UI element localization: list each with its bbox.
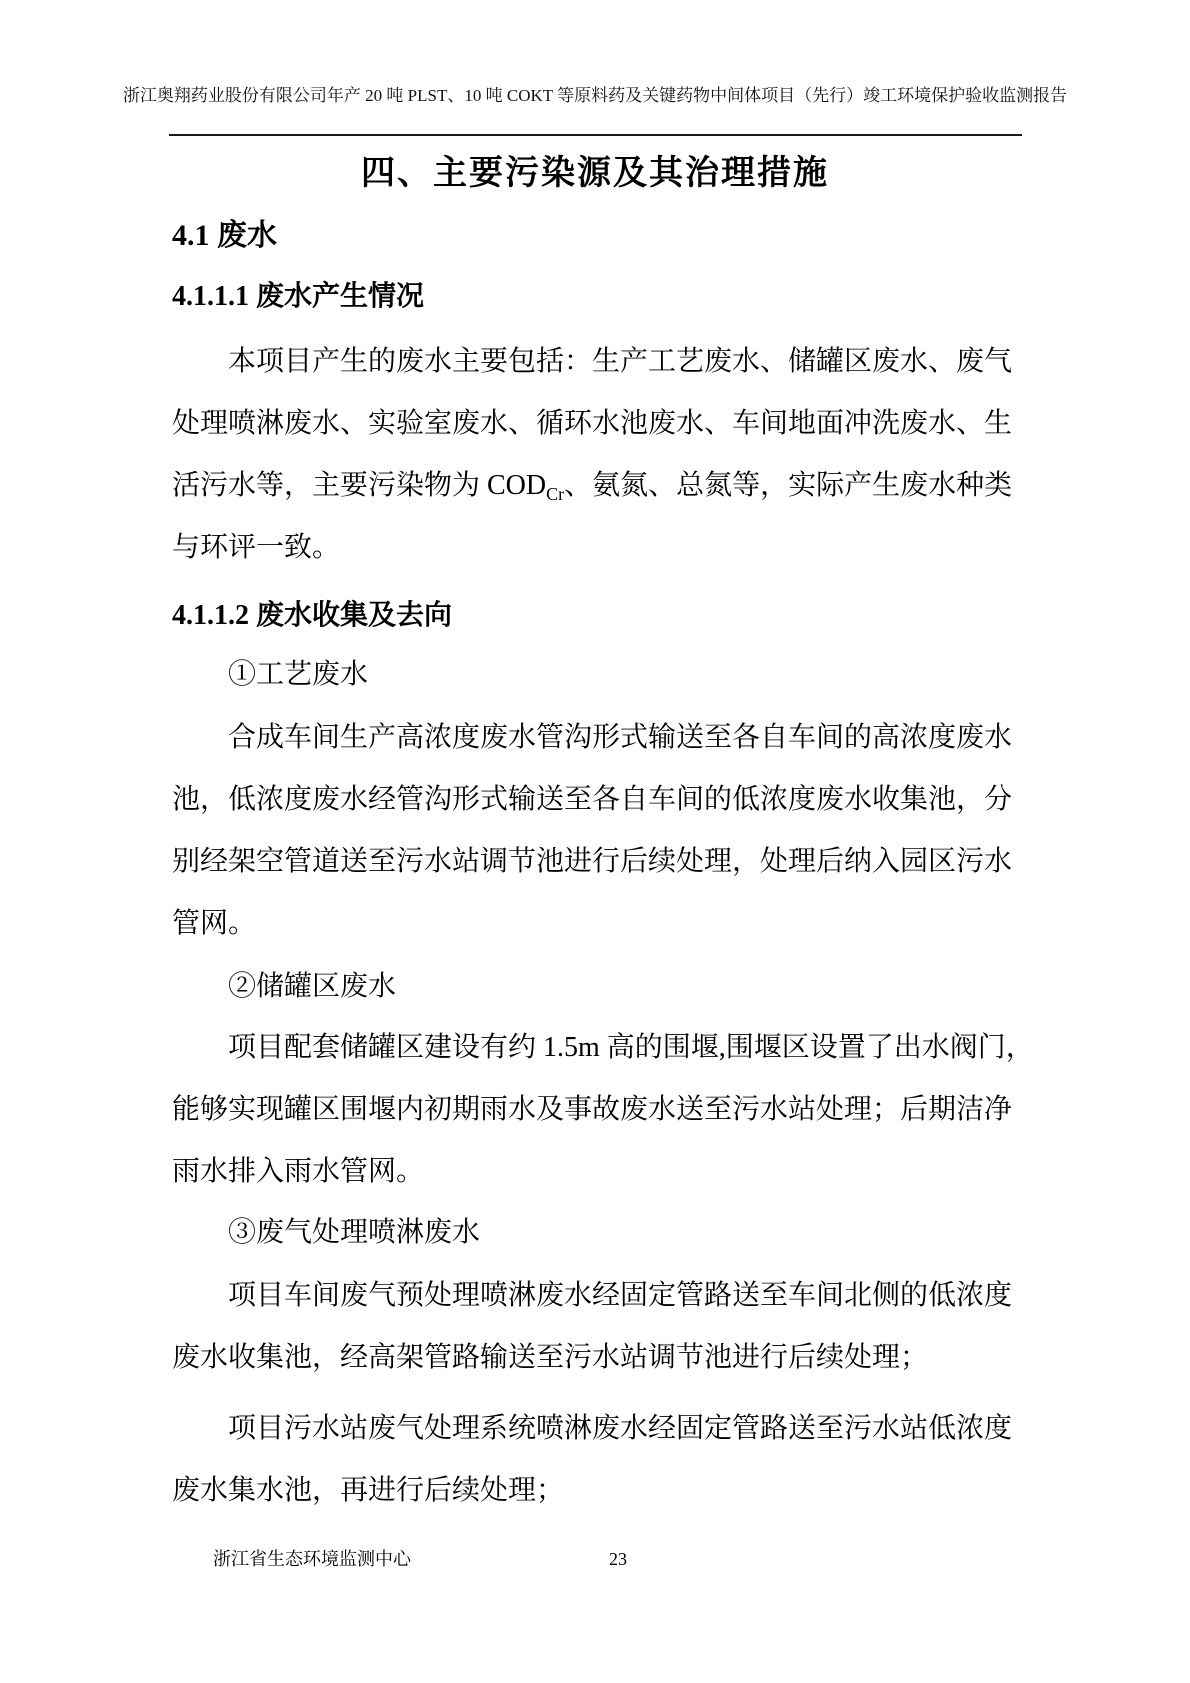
list-item-process-wastewater	[172, 644, 1020, 706]
footer-page-number: 23	[609, 1549, 627, 1569]
header-rule	[169, 134, 1022, 136]
text-line: ②储罐区废水	[228, 971, 397, 1002]
text-line	[172, 455, 1020, 517]
text-line: 与环评一致。	[172, 532, 341, 563]
paragraph-process-wastewater	[172, 707, 1020, 955]
paragraph-sewage-station-spray-wastewater	[172, 1398, 1020, 1522]
list-item-tank-farm-wastewater	[172, 956, 1020, 1018]
paragraph-wastewater-generation	[172, 331, 1020, 579]
list-item-spray-wastewater	[172, 1202, 1020, 1264]
text-line: 雨水排入雨水管网。	[172, 1156, 425, 1187]
text-line: 合成车间生产高浓度废水管沟形式输送至各自车间的高浓度废水	[228, 722, 1013, 753]
footer-organization: 浙江省生态环境监测中心	[213, 1549, 411, 1569]
text-line: 废水集水池，再进行后续处理；	[172, 1475, 565, 1506]
text-line: 处理喷淋废水、实验室废水、循环水池废水、车间地面冲洗废水、生	[172, 408, 1013, 439]
text-line: ③废气处理喷淋废水	[228, 1217, 481, 1248]
paragraph-workshop-spray-wastewater	[172, 1265, 1020, 1389]
text-line: 能够实现罐区围堰内初期雨水及事故废水送至污水站处理；后期洁净	[172, 1094, 1013, 1125]
page-header-text: 浙江奥翔药业股份有限公司年产 20 吨 PLST、10 吨 COKT 等原料药及关键药物中间体项目（先行）竣工环境保护验收监测报告	[122, 86, 1068, 105]
text-run: 活污水等，主要污染物为 COD	[172, 470, 547, 501]
text-line: 项目污水站废气处理系统喷淋废水经固定管路送至污水站低浓度	[228, 1413, 1013, 1444]
section-heading-4-1-1-1: 4.1.1.1 废水产生情况	[172, 281, 425, 312]
paragraph-tank-farm-wastewater	[172, 1017, 1034, 1203]
text-line: 管网。	[172, 908, 257, 939]
cod-subscript: Cr	[546, 484, 565, 504]
text-line: 项目配套储罐区建设有约 1.5m 高的围堰,围堰区设置了出水阀门，	[228, 1032, 1034, 1063]
section-heading-4-1-1-2: 4.1.1.2 废水收集及去向	[172, 600, 453, 631]
text-line: 别经架空管道送至污水站调节池进行后续处理，处理后纳入园区污水	[172, 846, 1013, 877]
chapter-title: 四、主要污染源及其治理措施	[361, 155, 829, 192]
text-line: 废水收集池，经高架管路输送至污水站调节池进行后续处理；	[172, 1342, 929, 1373]
text-line: ①工艺废水	[228, 659, 369, 690]
section-heading-4-1: 4.1 废水	[172, 219, 277, 252]
text-run: 、氨氮、总氮等，实际产生废水种类	[564, 470, 1013, 501]
text-line: 项目车间废气预处理喷淋废水经固定管路送至车间北侧的低浓度	[228, 1280, 1013, 1311]
text-line: 池，低浓度废水经管沟形式输送至各自车间的低浓度废水收集池，分	[172, 784, 1013, 815]
text-line: 本项目产生的废水主要包括：生产工艺废水、储罐区废水、废气	[228, 346, 1013, 377]
